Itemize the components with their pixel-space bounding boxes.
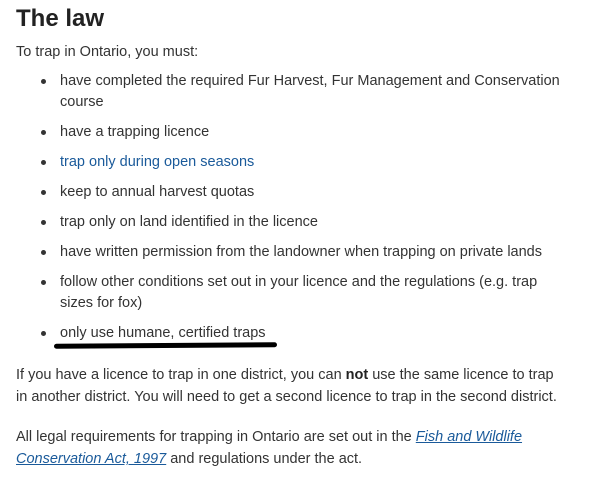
district-text-start: If you have a licence to trap in one district, you can bbox=[16, 367, 346, 383]
list-item-text bbox=[60, 272, 571, 314]
list-item-line: follow other conditions set out in your licence and the regulations (e.g. trap bbox=[60, 274, 538, 290]
list-item-text bbox=[60, 152, 571, 173]
list-item-line: course bbox=[60, 94, 104, 110]
district-paragraph bbox=[16, 364, 581, 408]
list-item bbox=[41, 323, 571, 344]
list-item-text: have written permission from the landowner when trapping on private lands bbox=[60, 244, 542, 260]
legal-text-start: All legal requirements for trapping in Ontario are set out in the bbox=[16, 429, 416, 445]
list-item-text: only use humane, certified traps bbox=[60, 325, 266, 341]
list-item bbox=[41, 212, 571, 233]
list-item-line: have completed the required Fur Harvest, Fur Management and Conservation bbox=[60, 73, 560, 89]
bullet-icon bbox=[41, 250, 46, 255]
bullet-icon bbox=[41, 280, 46, 285]
district-text-end: use the same licence to trap bbox=[368, 367, 554, 383]
section-heading: The law bbox=[16, 5, 105, 32]
bullet-icon bbox=[41, 190, 46, 195]
fish-wildlife-act-link-continued[interactable]: Conservation Act, 1997 bbox=[16, 451, 167, 467]
fish-wildlife-act-link[interactable]: Fish and Wildlife bbox=[415, 429, 523, 445]
district-text-line2: in another district. You will need to get a second licence to trap in the second district. bbox=[16, 389, 557, 405]
list-item bbox=[41, 152, 571, 173]
bullet-icon bbox=[41, 160, 46, 165]
list-item bbox=[41, 182, 571, 203]
list-item bbox=[41, 272, 571, 314]
list-item-text bbox=[60, 71, 571, 113]
hand-drawn-underline bbox=[54, 342, 277, 349]
list-item-text: have a trapping licence bbox=[60, 124, 210, 140]
list-item-text: keep to annual harvest quotas bbox=[60, 184, 255, 200]
bullet-icon bbox=[41, 130, 46, 135]
legal-text-end: and regulations under the act. bbox=[166, 451, 363, 467]
open-seasons-link[interactable]: trap only during open seasons bbox=[60, 154, 255, 170]
bullet-icon bbox=[41, 331, 46, 336]
emphasis-not: not bbox=[345, 367, 369, 383]
bullet-icon bbox=[41, 79, 46, 84]
intro-text: To trap in Ontario, you must: bbox=[16, 44, 199, 60]
list-item-line: sizes for fox) bbox=[60, 295, 143, 311]
bullet-icon bbox=[41, 220, 46, 225]
list-item-text: trap only on land identified in the licence bbox=[60, 214, 318, 230]
legal-paragraph bbox=[16, 426, 581, 470]
list-item bbox=[41, 122, 571, 143]
list-item bbox=[41, 242, 571, 263]
list-item bbox=[41, 71, 571, 113]
